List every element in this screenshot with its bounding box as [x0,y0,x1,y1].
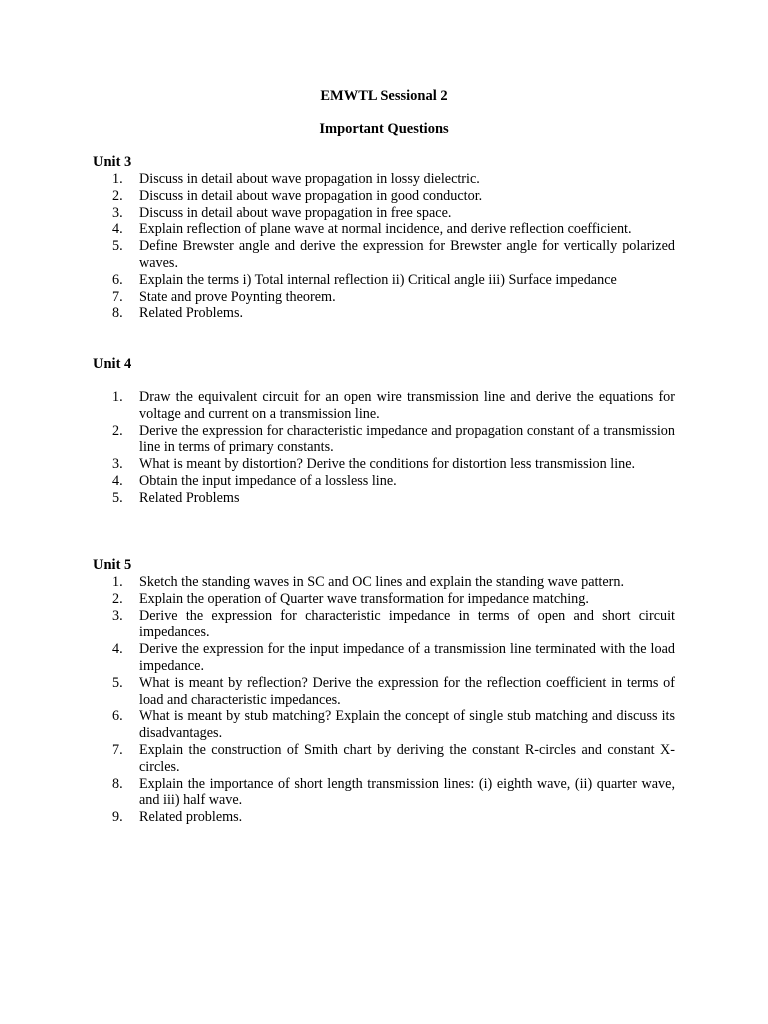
page-title: EMWTL Sessional 2 [320,88,448,104]
list-item [94,272,675,289]
list-item [94,221,675,238]
item-number: 4. [112,221,123,238]
item-number: 3. [112,456,123,473]
list-item [94,776,675,810]
item-number: 3. [112,204,123,221]
list-item [94,305,675,322]
unit-4-heading: Unit 4 [93,356,132,372]
list-item [94,641,675,675]
item-number: 9. [112,809,123,826]
item-number: 3. [112,607,123,624]
list-item [94,708,675,742]
item-number: 4. [112,641,123,658]
question-text: What is meant by distortion? Derive the conditions for distortion less transmission line. [139,456,636,473]
list-item [94,473,675,490]
question-text: Related Problems. [139,305,244,322]
question-text: Obtain the input impedance of a lossless line. [139,472,397,489]
item-number: 7. [112,288,123,305]
list-item [94,289,675,306]
unit-5-question-list [94,574,675,826]
list-item [94,490,675,507]
question-text: Related problems. [139,809,243,826]
question-text: Derive the expression for characteristic impedance and propagation constant of a transmission line in terms of primary constants. [139,422,675,456]
list-item [94,205,675,222]
item-number: 8. [112,305,123,322]
item-number: 4. [112,472,123,489]
item-number: 1. [112,171,123,187]
list-item [94,742,675,776]
question-text: Define Brewster angle and derive the expression for Brewster angle for vertically polarized waves. [139,238,675,271]
item-number: 6. [112,708,123,725]
question-text: Derive the expression for the input impedance of a transmission line terminated with the load impedance. [139,641,675,674]
unit-5-heading: Unit 5 [93,557,132,573]
question-text: Derive the expression for characteristic impedance in terms of open and short circuit impedances. [139,607,675,641]
list-item [94,389,675,423]
list-item [94,423,675,457]
item-number: 2. [112,187,123,204]
item-number: 1. [112,574,123,590]
question-text: Explain the construction of Smith chart by deriving the constant R-circles and constant X-circles. [139,741,675,775]
question-text: Discuss in detail about wave propagation in lossy dielectric. [139,171,480,187]
question-text: Draw the equivalent circuit for an open wire transmission line and derive the equations for voltage and current on a transmission line. [139,389,675,422]
unit-3-heading: Unit 3 [93,154,132,170]
question-text: What is meant by stub matching? Explain the concept of single stub matching and discuss its disadvantages. [139,708,675,742]
question-text: Explain the importance of short length transmission lines: (i) eighth wave, (ii) quarter wave, and iii) half wave. [139,775,675,809]
question-text: Sketch the standing waves in SC and OC lines and explain the standing wave pattern. [139,574,625,590]
question-text: What is meant by reflection? Derive the expression for the reflection coefficient in terms of load and characteristic impedances. [139,674,675,708]
item-number: 1. [112,389,123,405]
item-number: 6. [112,271,123,288]
list-item [94,574,675,591]
unit-4-question-list [94,389,675,507]
question-text: Explain reflection of plane wave at normal incidence, and derive reflection coefficient. [139,221,632,238]
list-item [94,675,675,709]
question-text: Discuss in detail about wave propagation in free space. [139,204,452,221]
question-text: Explain the terms i) Total internal reflection ii) Critical angle iii) Surface impedance [139,271,617,288]
question-text: Explain the operation of Quarter wave transformation for impedance matching. [139,590,589,607]
item-number: 5. [112,489,123,506]
item-number: 5. [112,238,123,255]
list-item [94,591,675,608]
item-number: 7. [112,741,123,758]
question-text: Related Problems [139,489,240,506]
list-item [94,171,675,188]
question-text: Discuss in detail about wave propagation in good conductor. [139,187,483,204]
item-number: 2. [112,422,123,439]
item-number: 5. [112,674,123,691]
list-item [94,809,675,826]
list-item [94,456,675,473]
list-item [94,188,675,205]
item-number: 2. [112,590,123,607]
list-item [94,608,675,642]
question-text: State and prove Poynting theorem. [139,288,336,305]
item-number: 8. [112,775,123,792]
unit-3-question-list [94,171,675,322]
list-item [94,238,675,272]
page-subtitle: Important Questions [319,121,449,137]
